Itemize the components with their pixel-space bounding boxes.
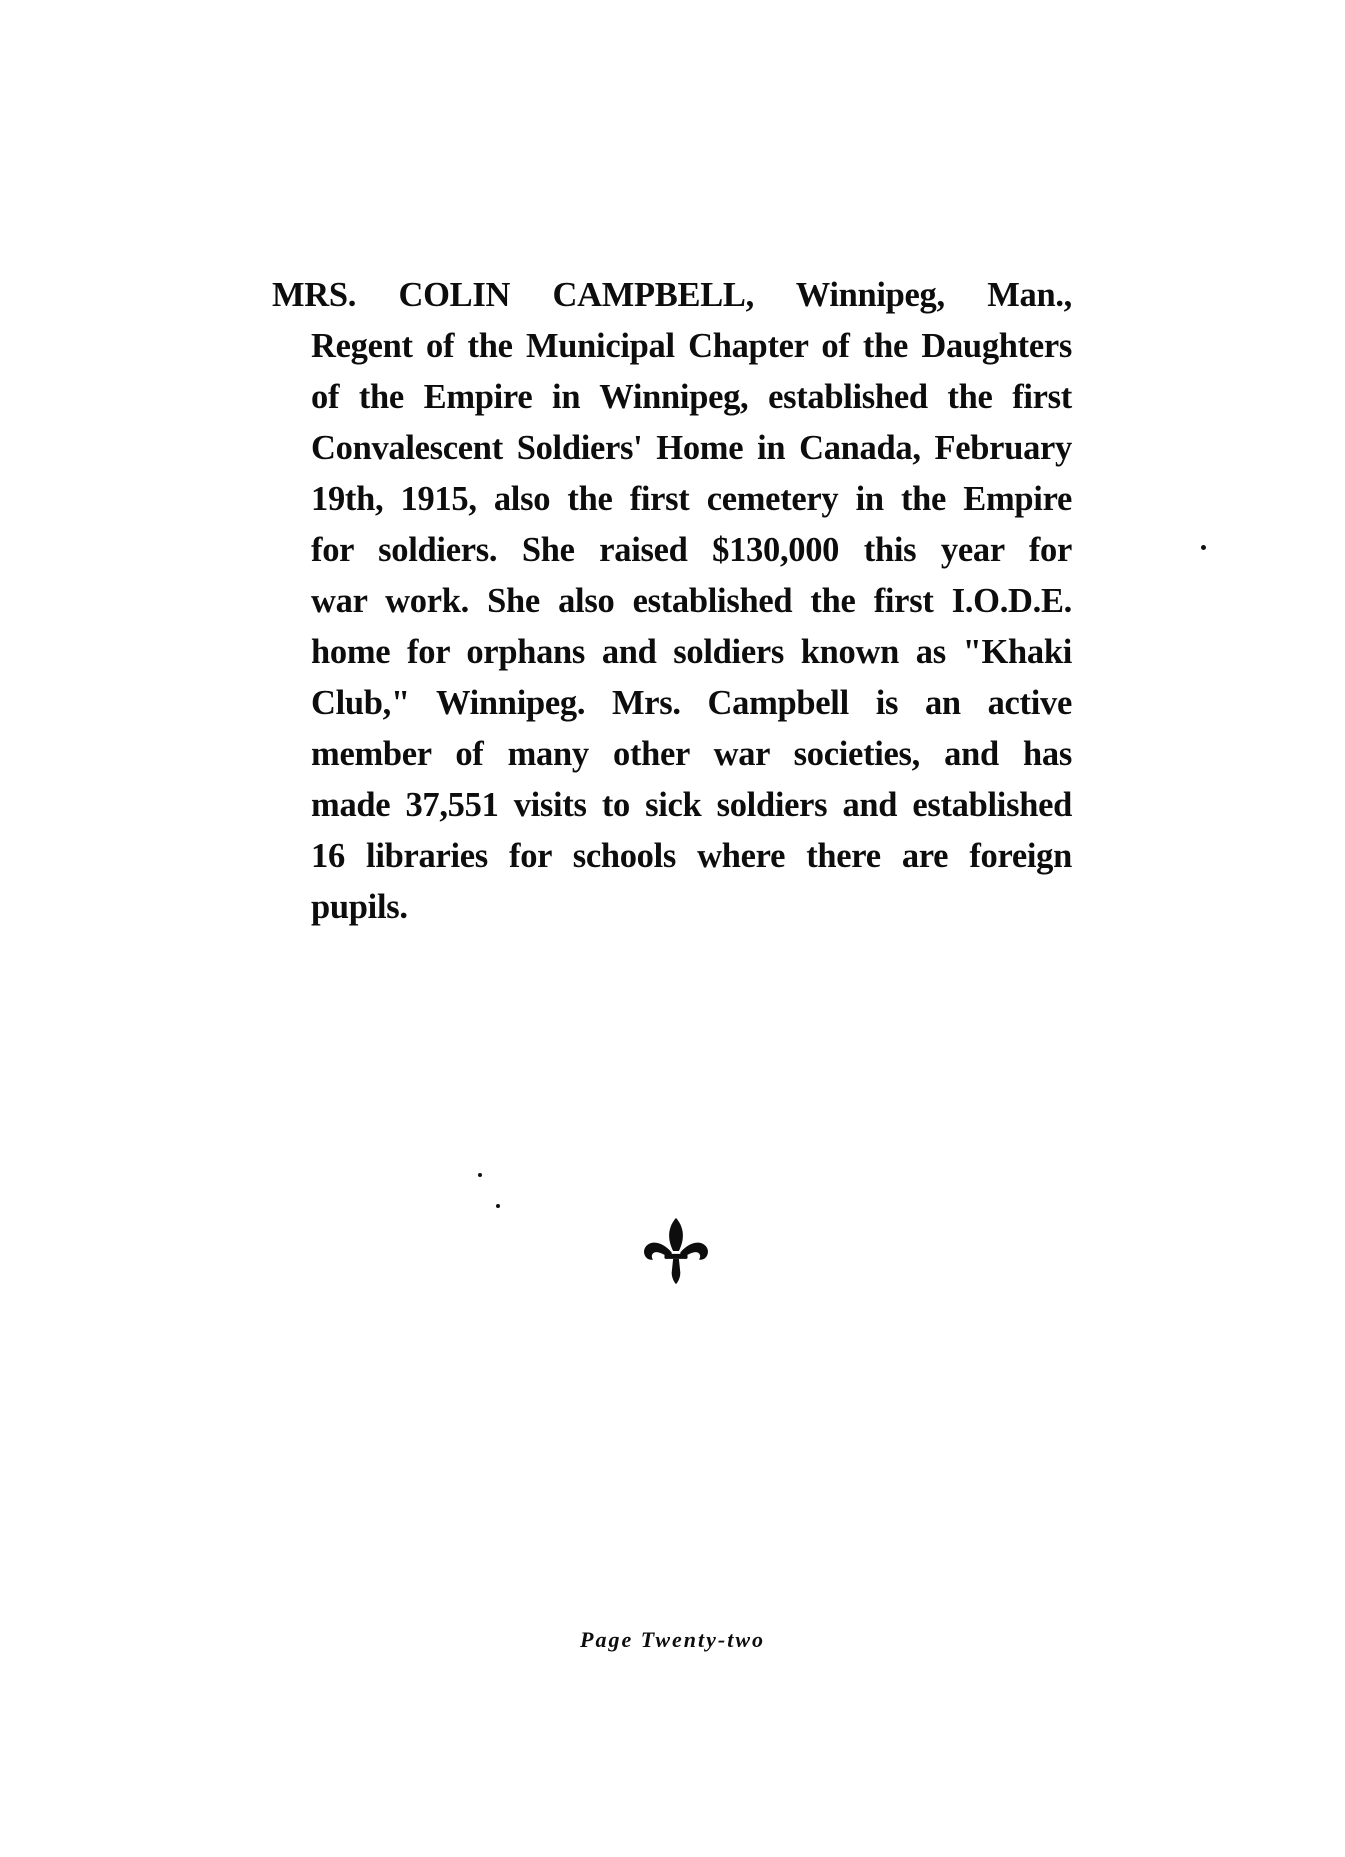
print-speck xyxy=(1201,545,1206,550)
entry-line-9: Club," Winnipeg. Mrs. Campbell is an active xyxy=(311,684,1072,722)
entry-line-2: Regent of the Municipal Chapter of the Daughters xyxy=(311,327,1072,365)
entry-line-10: member of many other war societies, and has xyxy=(311,735,1072,773)
entry-line-4: Convalescent Soldiers' Home in Canada, February xyxy=(311,429,1072,467)
entry-line-7: war work. She also established the first I.O.D.E. xyxy=(311,582,1072,620)
entry-line-6: for soldiers. She raised $130,000 this year for xyxy=(311,531,1072,569)
print-speck xyxy=(478,1173,482,1177)
biography-entry xyxy=(272,270,1072,933)
entry-line-12: 16 libraries for schools where there are foreign xyxy=(311,837,1072,875)
entry-line-1: MRS. COLIN CAMPBELL, Winnipeg, Man., xyxy=(272,276,1072,314)
page-number: Page Twenty-two xyxy=(580,1627,765,1652)
entry-line-8: home for orphans and soldiers known as "Khaki xyxy=(311,633,1072,671)
print-speck xyxy=(496,1204,500,1208)
entry-line-3: of the Empire in Winnipeg, established the first xyxy=(311,378,1072,416)
entry-line-5: 19th, 1915, also the first cemetery in the Empire xyxy=(311,480,1072,518)
entry-line-11: made 37,551 visits to sick soldiers and established xyxy=(311,786,1072,824)
entry-line-13: pupils. xyxy=(311,888,408,926)
fleur-de-lis-icon xyxy=(640,1215,712,1287)
